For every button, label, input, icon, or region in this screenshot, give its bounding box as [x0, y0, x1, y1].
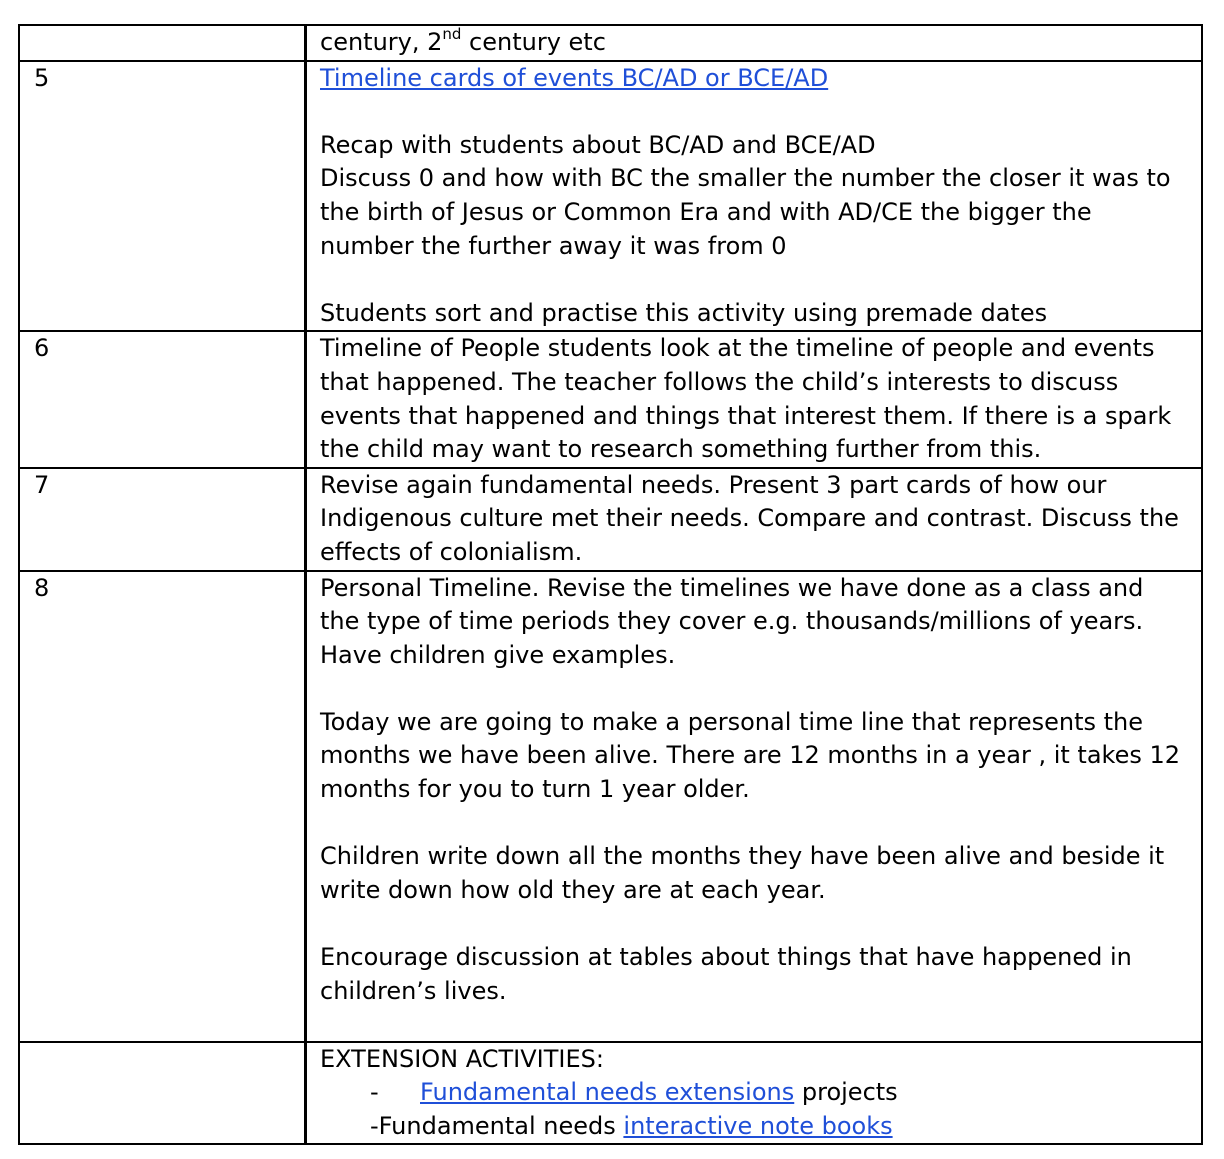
session-content-cell	[306, 571, 1203, 1042]
text-line: the child may want to research something further from this.	[320, 435, 1042, 464]
text-line: the type of time periods they cover e.g. thousands/millions of years.	[320, 607, 1144, 636]
text-line: Encourage discussion at tables about things that have happened in	[320, 943, 1132, 972]
text-line: number the further away it was from 0	[320, 231, 787, 260]
session-number-cell: 6	[19, 331, 306, 467]
text-line: Today we are going to make a personal time line that represents the	[320, 707, 1144, 736]
text-line: Personal Timeline. Revise the timelines we have done as a class and	[320, 573, 1144, 602]
text-line: Revise again fundamental needs. Present 3 part cards of how our	[320, 470, 1107, 499]
table-row	[19, 61, 1202, 332]
table-row	[19, 571, 1202, 1042]
text-line: century, 2nd century etc	[320, 25, 606, 56]
text-line: Recap with students about BC/AD and BCE/AD	[320, 130, 876, 159]
ordinal-suffix: nd	[442, 25, 462, 43]
interactive-note-books-link[interactable]: interactive note books	[623, 1111, 893, 1140]
blank-line	[320, 263, 1193, 297]
text-line: events that happened and things that interest them. If there is a spark	[320, 401, 1172, 430]
text-line: effects of colonialism.	[320, 537, 583, 566]
timeline-cards-link[interactable]: Timeline cards of events BC/AD or BCE/AD	[320, 63, 829, 92]
extension-item-text: Fundamental needs	[378, 1111, 624, 1140]
table-row	[19, 1042, 1202, 1145]
text-line: children’s lives.	[320, 976, 507, 1005]
blank-line	[320, 95, 1193, 129]
text-line: Discuss 0 and how with BC the smaller the number the closer it was to	[320, 164, 1171, 193]
blank-line	[320, 672, 1193, 706]
list-dash: -	[370, 1111, 379, 1140]
text-line: Children write down all the months they have been alive and beside it	[320, 842, 1165, 871]
text-line: Timeline of People students look at the timeline of people and events	[320, 334, 1155, 363]
document-page	[18, 24, 1203, 1145]
extension-item	[320, 1110, 1193, 1144]
extension-heading: EXTENSION ACTIVITIES:	[320, 1044, 604, 1073]
text-line: Have children give examples.	[320, 640, 676, 669]
session-number-cell	[19, 1042, 306, 1145]
blank-line	[320, 807, 1193, 841]
text-line: the birth of Jesus or Common Era and with AD/CE the bigger the	[320, 197, 1092, 226]
session-number-cell	[19, 25, 306, 61]
text-line: Indigenous culture met their needs. Compare and contrast. Discuss the	[320, 504, 1179, 533]
text-line: that happened. The teacher follows the child’s interests to discuss	[320, 367, 1119, 396]
session-content-cell	[306, 1042, 1203, 1145]
table-row	[19, 468, 1202, 571]
extension-item-text: projects	[794, 1078, 898, 1107]
text-line: months we have been alive. There are 12 months in a year , it takes 12	[320, 741, 1181, 770]
session-number-cell: 8	[19, 571, 306, 1042]
text-line: write down how old they are at each year.	[320, 875, 826, 904]
session-content-cell	[306, 61, 1203, 332]
table-row	[19, 331, 1202, 467]
session-content-cell	[306, 25, 1203, 61]
session-number-cell: 7	[19, 468, 306, 571]
text-line: months for you to turn 1 year older.	[320, 775, 750, 804]
session-number-cell: 5	[19, 61, 306, 332]
list-dash: -	[370, 1078, 379, 1107]
extension-item	[320, 1076, 1193, 1110]
blank-line	[320, 907, 1193, 941]
session-content-cell	[306, 468, 1203, 571]
session-content-cell	[306, 331, 1203, 467]
fundamental-needs-extensions-link[interactable]: Fundamental needs extensions	[420, 1078, 795, 1107]
text-line: Students sort and practise this activity using premade dates	[320, 298, 1048, 327]
lesson-plan-table	[18, 24, 1203, 1145]
table-row	[19, 25, 1202, 61]
